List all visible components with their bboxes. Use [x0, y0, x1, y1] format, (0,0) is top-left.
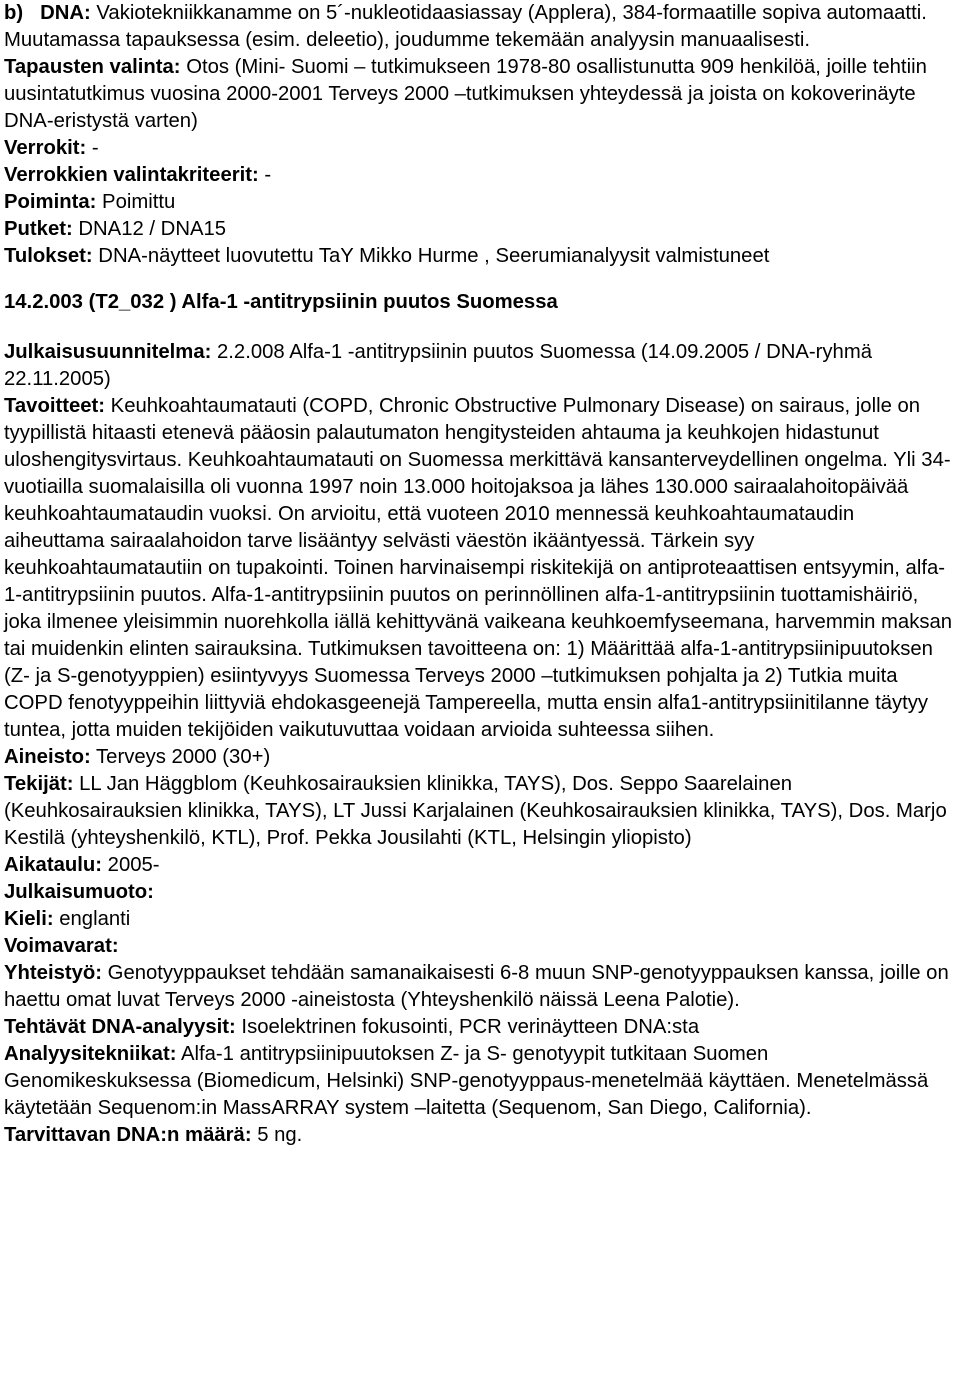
- julkaisumuoto-line: [4, 879, 954, 906]
- tarvittavan-label: Tarvittavan DNA:n määrä:: [4, 1124, 252, 1146]
- kieli-line: [4, 906, 954, 933]
- yhteistyo-text: Genotyyppaukset tehdään samanaikaisesti 6-8 muun SNP-genotyyppauksen kanssa, joille on haettu omat luvat Terveys 2000 -aineistosta (Yhteyshenkilö näissä Leena Palotie).: [4, 962, 949, 1011]
- yhteistyo-paragraph: [4, 960, 954, 1014]
- tapausten-text: Otos (Mini- Suomi – tutkimukseen 1978-80 osallistunutta 909 henkilöä, joille tehtiin uusintatutkimus vuosina 2000-2001 Terveys 2000 –tutkimuksen yhteydessä ja joista on kokoverinäyte DNA-eristystä varten): [4, 56, 927, 132]
- putket-text: DNA12 / DNA15: [72, 218, 227, 240]
- verrokit-label: Verrokit:: [4, 137, 87, 159]
- tulokset-text: DNA-näytteet luovutettu TaY Mikko Hurme , Seerumianalyysit valmistuneet: [92, 245, 770, 267]
- tavoitteet-label: Tavoitteet:: [4, 395, 106, 417]
- kieli-text: englanti: [53, 908, 131, 930]
- analyysitekniikat-paragraph: [4, 1041, 954, 1122]
- dna-text: Vakiotekniikkanamme on 5´-nukleotidaasiassay (Applera), 384-formaatille sopiva automaatti. Muutamassa tapauksessa (esim. deleetio), joudumme tekemään analyysin manuaalisesti.: [4, 2, 927, 51]
- verrokkien-label: Verrokkien valintakriteerit:: [4, 164, 259, 186]
- aikataulu-label: Aikataulu:: [4, 854, 103, 876]
- kieli-label: Kieli:: [4, 908, 54, 930]
- tarvittavan-line: [4, 1122, 954, 1149]
- aikataulu-text: 2005-: [102, 854, 160, 876]
- tavoitteet-text: Keuhkoahtaumatauti (COPD, Chronic Obstructive Pulmonary Disease) on sairaus, jolle on tyypillistä hitaasti etenevä pääosin palautumaton hengitysteiden ahtauma ja keuhkojen hidastunut uloshengitysvirtaus. Keuhkoahtaumatauti on Suomessa merkittävä kansanterveydellinen ongelma. Yli 34-vuotiailla suomalaisilla oli vuonna 1997 noin 13.000 hoitojaksoa ja lähes 130.000 sairaalahoitopäivää keuhkoahtaumataudin vuoksi. On arvioitu, että vuoteen 2010 mennessä keuhkoahtaumataudin aiheuttama sairaalahoidon tarve lisääntyy selvästi väestön ikääntyessä. Tärkein syy keuhkoahtaumatautiin on tupakointi. Toinen harvinaisempi riskitekijä on antiproteaattisen entsyymin, alfa-1-antitrypsiinin puutos. Alfa-1-antitrypsiinin puutos on perinnöllinen alfa-1-antitrypsiinin tuottamishäiriö, joka ilmenee yleisimmin nuorehkolla iällä kehittyvänä vaikeana keuhkoemfyseemana, harvemmin maksan tai muidenkin elinten sairauksina. Tutkimuksen tavoitteena on: 1) Määrittää alfa-1-antitrypsiinipuutoksen (Z- ja S-genotyyppien) esiintyvyys Suomessa Terveys 2000 –tutkimuksen pohjalta ja 2) Tutkia muita COPD fenotyyppeihin liittyviä ehdokasgeenejä Tampereella, mutta ensin alfa1-antitrypsiinitilanne täytyy tuntea, jotta muiden tekijöiden vaikutuvuttaa voidaan arvioida suhteessa siihen.: [4, 395, 953, 741]
- tekijat-label: Tekijät:: [4, 773, 74, 795]
- julkaisusuunnitelma-paragraph: [4, 339, 954, 393]
- aineisto-label: Aineisto:: [4, 746, 91, 768]
- verrokit-line: [4, 135, 954, 162]
- aineisto-text: Terveys 2000 (30+): [90, 746, 271, 768]
- yhteistyo-label: Yhteistyö:: [4, 962, 103, 984]
- julkaisusuunnitelma-label: Julkaisusuunnitelma:: [4, 341, 212, 363]
- tulokset-line: [4, 243, 954, 270]
- tehtavat-label: Tehtävät DNA-analyysit:: [4, 1016, 236, 1038]
- tekijat-paragraph: [4, 771, 954, 852]
- verrokkien-line: [4, 162, 954, 189]
- tekijat-text: LL Jan Häggblom (Keuhkosairauksien klinikka, TAYS), Dos. Seppo Saarelainen (Keuhkosairauksien klinikka, TAYS), LT Jussi Karjalainen (Keuhkosairauksien klinikka, TAYS), Dos. Marjo Kestilä (yhteyshenkilö, KTL), Prof. Pekka Jousilahti (KTL, Helsingin yliopisto): [4, 773, 947, 849]
- tapausten-label: Tapausten valinta:: [4, 56, 181, 78]
- verrokkien-text: -: [258, 164, 272, 186]
- dna-label: DNA:: [40, 2, 91, 24]
- project-title: 14.2.003 (T2_032 ) Alfa-1 -antitrypsiinin puutos Suomessa: [4, 291, 558, 313]
- tavoitteet-paragraph: [4, 393, 954, 744]
- tehtavat-line: [4, 1014, 954, 1041]
- poiminta-text: Poimittu: [96, 191, 176, 213]
- aikataulu-line: [4, 852, 954, 879]
- verrokit-text: -: [86, 137, 99, 159]
- putket-line: [4, 216, 954, 243]
- analyysitekniikat-text: Alfa-1 antitrypsiinipuutoksen Z- ja S- genotyypit tutkitaan Suomen Genomikeskuksessa (Biomedicum, Helsinki) SNP-genotyyppaus-menetelmää käyttäen. Menetelmässä käytetään Sequenom:in MassARRAY system –laitetta (Sequenom, San Diego, California).: [4, 1043, 929, 1119]
- julkaisumuoto-label: Julkaisumuoto:: [4, 881, 154, 903]
- aineisto-line: [4, 744, 954, 771]
- putket-label: Putket:: [4, 218, 73, 240]
- tapausten-paragraph: [4, 54, 954, 135]
- voimavarat-line: [4, 933, 954, 960]
- dna-paragraph: [4, 0, 954, 54]
- tarvittavan-text: 5 ng.: [251, 1124, 303, 1146]
- analyysitekniikat-label: Analyysitekniikat:: [4, 1043, 177, 1065]
- poiminta-label: Poiminta:: [4, 191, 97, 213]
- tulokset-label: Tulokset:: [4, 245, 93, 267]
- poiminta-line: [4, 189, 954, 216]
- voimavarat-label: Voimavarat:: [4, 935, 119, 957]
- document-page: [4, 0, 954, 1149]
- tehtavat-text: Isoelektrinen fokusointi, PCR verinäytteen DNA:sta: [235, 1016, 700, 1038]
- julkaisusuunnitelma-text: 2.2.008 Alfa-1 -antitrypsiinin puutos Suomessa (14.09.2005 / DNA-ryhmä 22.11.2005): [4, 341, 872, 390]
- section-prefix: b): [4, 2, 24, 24]
